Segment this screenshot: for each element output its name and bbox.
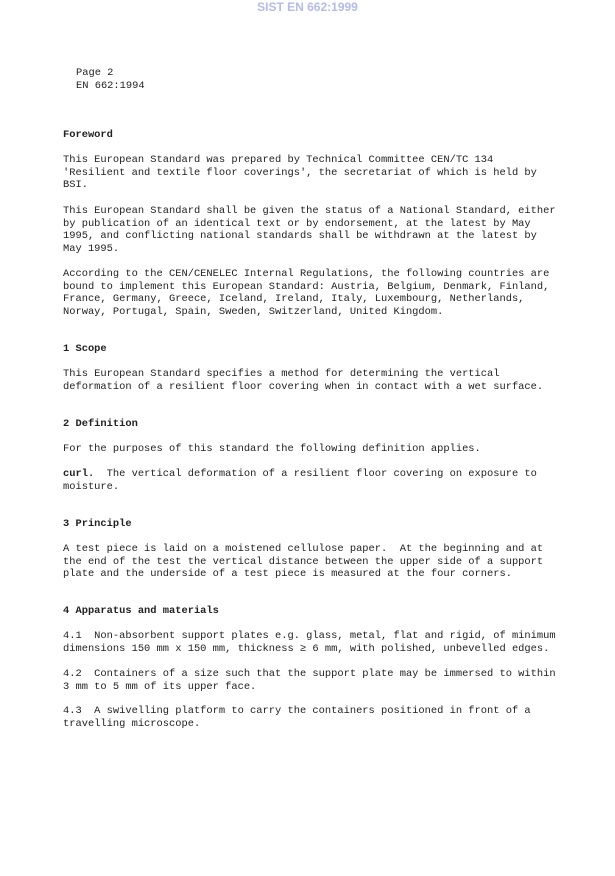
text-line: deformation of a resilient floor covering when in contact with a wet surface. xyxy=(63,380,544,393)
text-line: bound to implement this European Standard: Austria, Belgium, Denmark, Finland, xyxy=(63,280,550,293)
text-line: 1995, and conflicting national standards shall be withdrawn at the latest by xyxy=(63,230,537,243)
definition-text-line: The vertical deformation of a resilient floor covering on exposure to xyxy=(94,468,537,480)
principle-heading: 3 Principle xyxy=(63,518,132,530)
text-line: This European Standard was prepared by Technical Committee CEN/TC 134 xyxy=(63,154,494,166)
definition-text-line: moisture. xyxy=(63,480,120,493)
page-header xyxy=(76,67,145,92)
text-line: by publication of an identical text or by endorsement, at the latest by May xyxy=(63,217,531,230)
definition-intro: For the purposes of this standard the following definition applies. xyxy=(63,443,481,455)
text-line: A test piece is laid on a moistened cellulose paper. At the beginning and at xyxy=(63,543,544,555)
scope-heading: 1 Scope xyxy=(63,343,107,355)
text-line: dimensions 150 mm x 150 mm, thickness ≥ 6 mm, with polished, unbevelled edges. xyxy=(63,642,550,655)
page-number: Page 2 xyxy=(76,67,114,79)
text-line: plate and the underside of a test piece is measured at the four corners. xyxy=(63,568,512,581)
text-line: 4.2 Containers of a size such that the support plate may be immersed to within xyxy=(63,668,556,680)
foreword-paragraph xyxy=(63,154,537,192)
text-line: According to the CEN/CENELEC Internal Regulations, the following countries are xyxy=(63,268,550,280)
text-line: 3 mm to 5 mm of its upper face. xyxy=(63,680,257,693)
text-line: 4.1 Non-absorbent support plates e.g. glass, metal, flat and rigid, of minimum xyxy=(63,630,556,642)
text-line: 4.3 A swivelling platform to carry the containers positioned in front of a xyxy=(63,705,531,717)
text-line: 'Resilient and textile floor coverings', the secretariat of which is held by xyxy=(63,166,537,179)
foreword-heading: Foreword xyxy=(63,129,113,141)
foreword-paragraph xyxy=(63,268,549,318)
apparatus-item xyxy=(63,668,556,693)
principle-text xyxy=(63,543,543,581)
text-line: This European Standard specifies a method for determining the vertical xyxy=(63,368,500,380)
definition-curl xyxy=(63,468,537,493)
text-line: Norway, Portugal, Spain, Sweden, Switzerland, United Kingdom. xyxy=(63,305,444,318)
scope-text xyxy=(63,368,543,393)
definition-term: curl. xyxy=(63,468,95,480)
definition-heading: 2 Definition xyxy=(63,418,138,430)
text-line: travelling microscope. xyxy=(63,717,201,730)
document-id: EN 662:1994 xyxy=(76,79,145,92)
watermark: SIST EN 662:1999 xyxy=(257,0,358,14)
text-line: the end of the test the vertical distance between the upper side of a support xyxy=(63,555,544,568)
apparatus-item xyxy=(63,630,556,655)
foreword-paragraph xyxy=(63,205,556,255)
text-line: France, Germany, Greece, Iceland, Ireland, Italy, Luxembourg, Netherlands, xyxy=(63,293,525,306)
apparatus-heading: 4 Apparatus and materials xyxy=(63,605,219,617)
text-line: May 1995. xyxy=(63,242,120,255)
apparatus-item xyxy=(63,705,531,730)
text-line: BSI. xyxy=(63,179,88,192)
text-line: This European Standard shall be given the status of a National Standard, either xyxy=(63,205,556,217)
